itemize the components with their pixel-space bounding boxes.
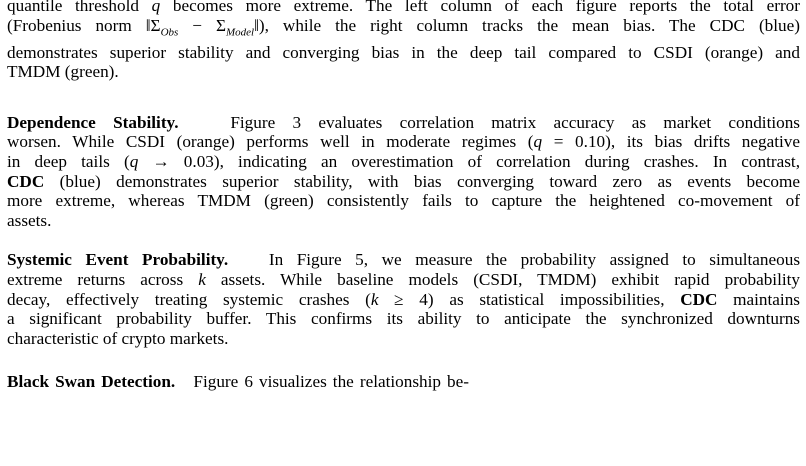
intro-line-4: TMDM (green). [7, 62, 119, 82]
math-variable: q [533, 132, 543, 152]
math-subscript: Model [225, 26, 255, 39]
bold-term: CDC [7, 171, 45, 191]
systemic-event-heading: Systemic Event Probability. [7, 250, 229, 270]
black-swan-paragraph [7, 372, 469, 392]
dependence-line-1: Dependence Stability. Figure 3 evaluates correlation matrix accuracy as market conditions [7, 112, 800, 132]
math-variable: k [370, 289, 379, 309]
systemic-line-2: extreme returns across k assets. While baseline models (CSDI, TMDM) exhibit rapid probability [7, 269, 800, 289]
blackswan-line-1: Black Swan Detection. Figure 6 visualizes the relationship be- [7, 372, 470, 392]
black-swan-heading: Black Swan Detection. [7, 372, 176, 392]
intro-line-1: quantile threshold q becomes more extreme. The left column of each figure reports the total error [7, 0, 800, 16]
dependence-stability-heading: Dependence Stability. [7, 112, 179, 132]
systemic-line-4: a significant probability buffer. This confirms its ability to anticipate the synchronized downturns [7, 309, 800, 329]
intro-paragraph [7, 0, 800, 82]
bold-term: CDC [680, 289, 718, 309]
intro-line-2: (Frobenius norm $‖\Sigma_{Obs}$ − $\Sigma_{Model}‖$), while the right column tracks the mean bias. The CDC (blue) [7, 15, 800, 39]
math-variable: k [198, 269, 206, 289]
dependence-stability-paragraph [7, 113, 800, 231]
math-variable: q [129, 152, 139, 171]
math-subscript: Obs [160, 26, 179, 39]
systemic-event-paragraph [7, 250, 800, 348]
dependence-line-6: assets. [7, 210, 52, 230]
math-variable: q [151, 0, 161, 15]
paper-page [7, 0, 800, 392]
systemic-line-3: decay, effectively treating systemic crashes (k ≥ 4) as statistical impossibilities, CDC maintains [7, 289, 800, 309]
systemic-line-5: characteristic of crypto markets. [7, 328, 229, 348]
dependence-line-4: CDC (blue) demonstrates superior stability, with bias converging toward zero as events become [7, 171, 800, 191]
systemic-line-1: Systemic Event Probability. In Figure 5, we measure the probability assigned to simultaneous [7, 250, 801, 270]
dependence-line-2: worsen. While CSDI (orange) performs well in moderate regimes (q = 0.10), its bias drifts negative [7, 132, 800, 152]
intro-line-3: demonstrates superior stability and converging bias in the deep tail compared to CSDI (orange) and [7, 42, 800, 62]
dependence-line-3: in deep tails (q → 0.03), indicating an overestimation of correlation during crashes. In contrast, [7, 152, 801, 171]
dependence-line-5: more extreme, whereas TMDM (green) consistently fails to capture the heightened co-movement of [7, 191, 800, 211]
